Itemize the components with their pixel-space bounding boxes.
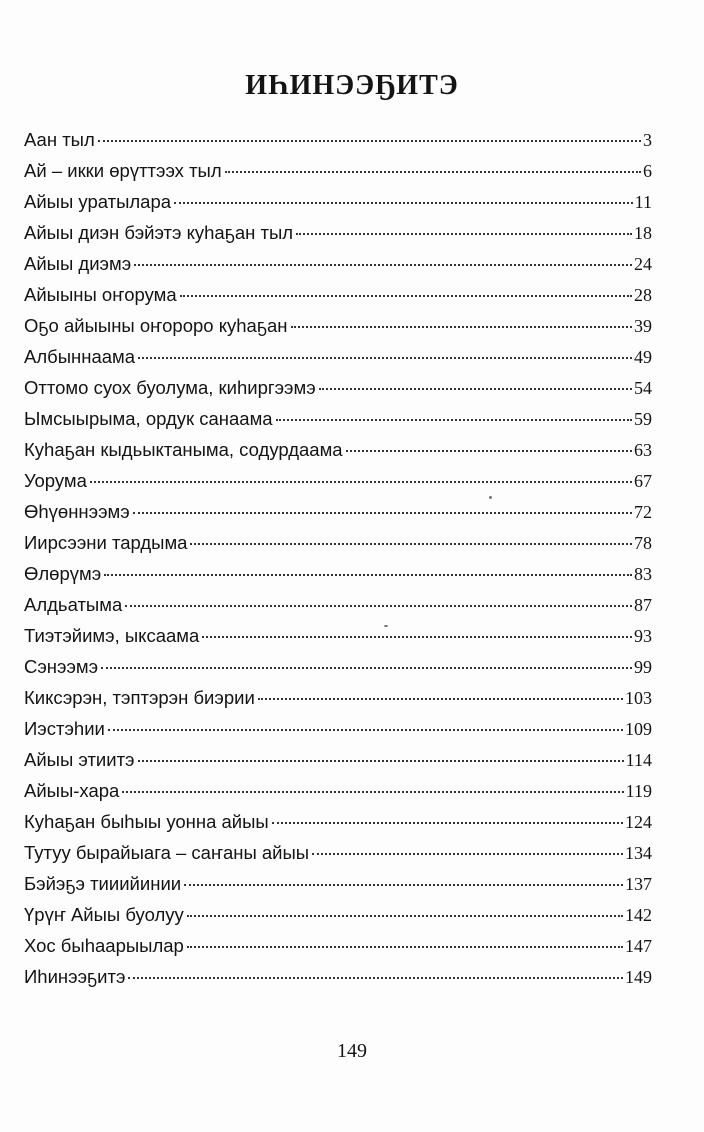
toc-dot-leader	[108, 728, 623, 731]
toc-entry-page: 119	[625, 781, 652, 801]
toc-entry-title: Алдьатыма	[24, 594, 123, 615]
toc-dot-leader	[272, 821, 623, 824]
toc-dot-leader	[346, 449, 632, 452]
toc-entry-title: Уорума	[24, 470, 87, 491]
toc-entry-page: 87	[634, 595, 652, 615]
toc-entry-title: Ымсыырыма, ордук санаама	[24, 408, 273, 429]
toc-dot-leader	[184, 883, 623, 886]
toc-entry-page: 114	[625, 750, 652, 770]
paper-speck	[384, 625, 388, 627]
toc-dot-leader	[134, 263, 632, 266]
toc-entry-title: Хос быһаарыылар	[24, 935, 184, 956]
toc-dot-leader	[138, 759, 624, 762]
toc-entry	[24, 434, 652, 465]
toc-entry	[24, 217, 652, 248]
page-title: ИҺИНЭЭҔИТЭ	[245, 70, 459, 101]
toc-entry-title: Өһүөннээмэ	[24, 501, 130, 522]
toc-entry-page: 147	[625, 936, 652, 956]
paper-speck	[489, 496, 492, 499]
toc-entry	[24, 403, 652, 434]
toc-dot-leader	[180, 294, 632, 297]
toc-dot-leader	[133, 511, 632, 514]
toc-entry	[24, 155, 652, 186]
toc-entry	[24, 341, 652, 372]
toc-entry	[24, 589, 652, 620]
toc-entry-title: Ай – икки өрүттээх тыл	[24, 160, 222, 181]
toc-dot-leader	[319, 387, 632, 390]
toc-dot-leader	[190, 542, 632, 545]
toc-dot-leader	[225, 170, 641, 173]
toc-entry-title: Айыы диэмэ	[24, 253, 132, 274]
toc-entry	[24, 124, 652, 155]
toc-entry-title: Айыы-хара	[24, 780, 120, 801]
toc-dot-leader	[122, 790, 623, 793]
toc-entry-title: Үрүҥ Айыы буолуу	[24, 904, 184, 925]
toc-entry-title: Куһаҕан кыдьыктаныма, содурдаама	[24, 439, 343, 460]
toc-entry-page: 54	[634, 378, 652, 398]
toc-entry	[24, 651, 652, 682]
toc-entry	[24, 899, 652, 930]
toc-entry-page: 24	[634, 254, 652, 274]
toc-entry-page: 59	[634, 409, 652, 429]
toc-entry-page: 49	[634, 347, 652, 367]
toc-dot-leader	[125, 604, 632, 607]
toc-dot-leader	[138, 356, 632, 359]
toc-entry-page: 78	[634, 533, 652, 553]
toc-entry-title: Иһинээҕитэ	[24, 966, 126, 987]
toc-dot-leader	[258, 697, 623, 700]
toc-entry	[24, 806, 652, 837]
toc-dot-leader	[276, 418, 632, 421]
toc-entry	[24, 465, 652, 496]
toc-entry-page: 83	[634, 564, 652, 584]
toc-entry-page: 3	[643, 130, 652, 150]
toc-entry	[24, 713, 652, 744]
toc-entry-title: Иирсээни тардыма	[24, 532, 188, 553]
toc-entry	[24, 558, 652, 589]
toc-entry-title: Айыы диэн бэйэтэ куһаҕан тыл	[24, 222, 294, 243]
page-number: 149	[337, 1040, 367, 1062]
toc-dot-leader	[187, 914, 623, 917]
toc-dot-leader	[202, 635, 632, 638]
toc-dot-leader	[174, 201, 633, 204]
toc-entry-page: 134	[625, 843, 652, 863]
toc-dot-leader	[128, 976, 623, 979]
toc-entry	[24, 248, 652, 279]
toc-entry-page: 137	[625, 874, 652, 894]
toc-entry-title: Айыы этиитэ	[24, 749, 135, 770]
toc-entry	[24, 837, 652, 868]
toc-entry	[24, 930, 652, 961]
toc-entry-page: 103	[625, 688, 652, 708]
toc-entry	[24, 775, 652, 806]
toc-entry-title: Сэнээмэ	[24, 656, 99, 677]
toc-entry-page: 149	[625, 967, 652, 987]
toc-dot-leader	[90, 480, 632, 483]
toc-entry-title: Тутуу бырайыага – саҥаны айыы	[24, 842, 310, 863]
toc-entry-page: 28	[634, 285, 652, 305]
toc-entry-page: 11	[634, 192, 652, 212]
toc-entry-title: Айыы уратылара	[24, 191, 172, 212]
toc-entry	[24, 868, 652, 899]
toc-entry	[24, 527, 652, 558]
toc-entry-title: Оҕо айыыны оҥороро куһаҕан	[24, 315, 288, 336]
toc-entry-title: Иэстэһии	[24, 718, 105, 739]
toc-entry-title: Тиэтэйимэ, ыксаама	[24, 625, 200, 646]
toc-entry	[24, 310, 652, 341]
toc-dot-leader	[296, 232, 632, 235]
toc-entry	[24, 744, 652, 775]
toc-entry	[24, 961, 652, 992]
toc-entry-title: Аан тыл	[24, 129, 95, 150]
toc-entry	[24, 372, 652, 403]
toc-entry	[24, 279, 652, 310]
toc-entry-page: 99	[634, 657, 652, 677]
toc-entry-title: Бэйэҕэ тииийинии	[24, 873, 182, 894]
toc-entry-title: Албыннаама	[24, 346, 136, 367]
toc-entry-page: 124	[625, 812, 652, 832]
toc-entry-title: Киксэрэн, тэптэрэн биэрии	[24, 687, 255, 708]
toc-entry-page: 6	[643, 161, 652, 181]
toc-dot-leader	[104, 573, 632, 576]
toc-entry	[24, 682, 652, 713]
table-of-contents	[24, 124, 652, 992]
toc-entry-title: Өлөрүмэ	[24, 563, 102, 584]
toc-entry-page: 18	[634, 223, 652, 243]
toc-entry	[24, 496, 652, 527]
toc-entry	[24, 186, 652, 217]
toc-dot-leader	[101, 666, 632, 669]
toc-entry-title: Куһаҕан быһыы уонна айыы	[24, 811, 269, 832]
toc-entry-page: 63	[634, 440, 652, 460]
toc-entry-title: Оттомо суох буолума, киһиргээмэ	[24, 377, 316, 398]
toc-entry-title: Айыыны оҥорума	[24, 284, 177, 305]
toc-entry-page: 67	[634, 471, 652, 491]
toc-entry-page: 109	[625, 719, 652, 739]
toc-dot-leader	[291, 325, 633, 328]
toc-entry	[24, 620, 652, 651]
toc-entry-page: 142	[625, 905, 652, 925]
toc-entry-page: 93	[634, 626, 652, 646]
toc-dot-leader	[187, 945, 623, 948]
toc-entry-page: 72	[634, 502, 652, 522]
toc-entry-page: 39	[634, 316, 652, 336]
toc-dot-leader	[98, 139, 641, 142]
toc-dot-leader	[312, 852, 623, 855]
